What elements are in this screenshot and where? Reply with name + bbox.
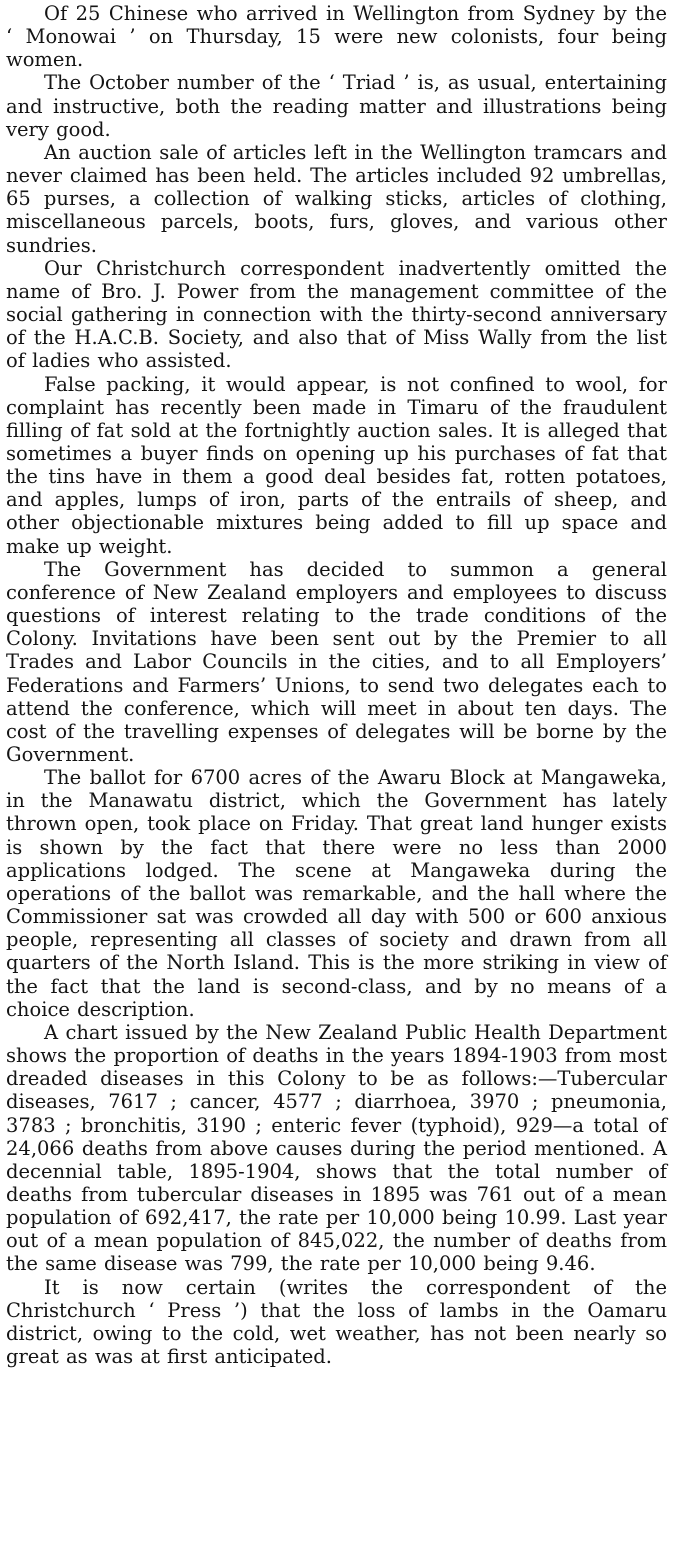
paragraph-health-statistics: A chart issued by the New Zealand Public Health Department shows the proportion of deaths in the years 1894-1903 from most dreaded diseases in this Colony to be as follows:—Tubercular diseases, 7617 ; cancer, 4577 ; diarrhoea, 3970 ; pneumonia, 3783 ; bronchitis, 3190 ; enteric fever (typhoid), 929—a total of 24,066 deaths from above causes during the period mentioned. A decennial table, 1895-1904, shows that the total number of deaths from tubercular diseases in 1895 was 761 out of a mean population of 692,417, the rate per 10,000 being 10.99. Last year out of a mean population of 845,022, the number of deaths from the same disease was 799, the rate per 10,000 being 9.46. xyxy=(6,1020,667,1276)
paragraph-awaru-ballot: The ballot for 6700 acres of the Awaru Block at Mangaweka, in the Manawatu district, which the Government has lately thrown open, took place on Friday. That great land hunger exists is shown by the fact that there were no less than 2000 applications lodged. The scene at Mangaweka during the operations of the ballot was remarkable, and the hall where the Commissioner sat was crowded all day with 500 or 600 anxious people, representing all classes of society and drawn from all quarters of the North Island. This is the more striking in view of the fact that the land is second-class, and by no means of a choice description. xyxy=(6,766,667,1021)
paragraph-hacb-correction: Our Christchurch correspondent inadvertently omitted the name of Bro. J. Power from the management committee of the social gathering in connection with the thirty-second anniversary of the H.A.C.B. Society, and also that of Miss Wally from the list of ladies who assisted. xyxy=(6,256,667,373)
paragraph-employers-conference: The Government has decided to summon a general conference of New Zealand employers and employees to discuss questions of interest relating to the trade conditions of the Colony. Invitations have been sent out by the Premier to all Trades and Labor Councils in the cities, and to all Employers’ Federations and Farmers’ Unions, to send two delegates each to attend the conference, which will meet in about ten days. The cost of the travelling expenses of delegates will be borne by the Government. xyxy=(6,557,667,766)
paragraph-false-packing: False packing, it would appear, is not confined to wool, for complaint has recently been made in Timaru of the fraudulent filling of fat sold at the fortnightly auction sales. It is alleged that sometimes a buyer finds on opening up his purchases of fat that the tins have in them a good deal besides fat, rotten potatoes, and apples, lumps of iron, parts of the entrails of sheep, and other objectionable mixtures being added to fill up space and make up weight. xyxy=(6,372,667,558)
paragraph-tramcar-auction: An auction sale of articles left in the Wellington tramcars and never claimed has been held. The articles included 92 umbrellas, 65 purses, a collection of walking sticks, articles of clothing, miscellaneous parcels, boots, furs, gloves, and various other sundries. xyxy=(6,140,667,257)
paragraph-triad-magazine: The October number of the ‘ Triad ’ is, as usual, entertaining and instructive, both the reading matter and illustrations being very good. xyxy=(6,71,667,141)
paragraph-oamaru-lambs: It is now certain (writes the correspondent of the Christchurch ‘ Press ’) that the loss of lambs in the Oamaru district, owing to the cold, wet weather, has not been nearly so great as was at first anticipated. xyxy=(6,1275,667,1369)
paragraph-chinese-colonists: Of 25 Chinese who arrived in Wellington from Sydney by the ‘ Monowai ’ on Thursday, 15 were new colonists, four being women. xyxy=(6,2,667,72)
